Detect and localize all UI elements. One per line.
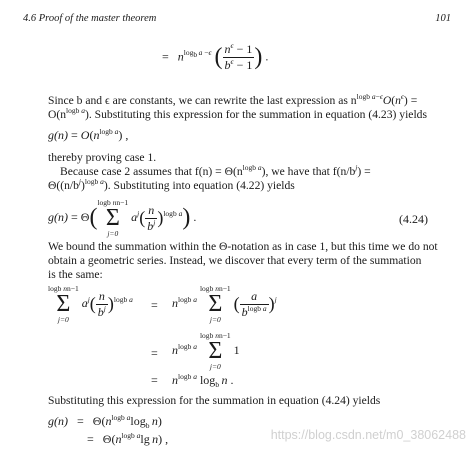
equation-sum-rhs-2: $n^{logb a}$ logb nn−1 Σ j=0 1 (172, 331, 240, 371)
text-line-3: thereby proving case 1. (48, 151, 157, 164)
equation-geometric-bound: = $n^{logb a -\epsilon}$ ( $\frac{n^\epsilon - 1}{b^\epsilon - 1}$ ) . (162, 41, 269, 72)
text-line-5: $\Theta((n/b^j)^{logb a})$. Substituting into equation (4.22) yields (48, 177, 295, 192)
equation-number: (4.24) (399, 212, 428, 226)
text-line-4: Because case 2 assumes that $f(n) = \Theta(n^{logb a})$, we have that $f(n/b^j)$ = (60, 163, 371, 178)
equation-case1-result: $g(n) = O(n^{logb a})$ , (48, 127, 129, 142)
equation-sum-lhs: logb nn−1 Σ j=0 $a^j$( $\frac{n}{b^j}$ )$^{logb a}$ (48, 284, 133, 324)
running-header: 4.6 Proof of the master theorem (23, 13, 157, 24)
align-equals-1: = (151, 298, 158, 312)
align-equals-2: = (151, 346, 158, 360)
text-line-9: Substituting this expression for the summation in equation (4.24) yields (48, 394, 381, 407)
equation-final-2: = $\Theta(n^{logb a}\lg$ n) , (87, 431, 169, 446)
text-line-1: Since b and ϵ are constants, we can rewrite the last expression as $n^{logb a-\epsilon}O(n^\epsilon)$ = (48, 92, 418, 107)
equation-final-1: g(n) = $\Theta(n^{logb a}\log_b$ n) (48, 413, 162, 430)
text-line-8: is the same: (48, 268, 103, 281)
text-line-2: $O(n^{logb a})$. Substituting this expression for the summation in equation (4.23) yields (48, 106, 427, 121)
equation-4-24: g(n) = Θ( logb nn−1 Σ j=0 $a^j$( $\frac{n}{b^j}$ )$^{logb a}$) . (48, 198, 197, 238)
equation-sum-rhs-3: $n^{logb a}$ $\log_b n$ . (172, 372, 234, 389)
page-number: 101 (435, 13, 451, 24)
watermark-url: https://blog.csdn.net/m0_38062488 (270, 428, 466, 442)
text-line-6: We bound the summation within the Θ-notation as in case 1, but this time we do not (48, 240, 438, 253)
text-line-7: obtain a geometric series. Instead, we discover that every term of the summation (48, 254, 422, 267)
align-equals-3: = (151, 373, 158, 387)
equation-sum-rhs-1: $n^{logb a}$ logb nn−1 Σ j=0 ( $\frac{a}{b^{logb a}}$ )$^j$ (172, 284, 277, 324)
